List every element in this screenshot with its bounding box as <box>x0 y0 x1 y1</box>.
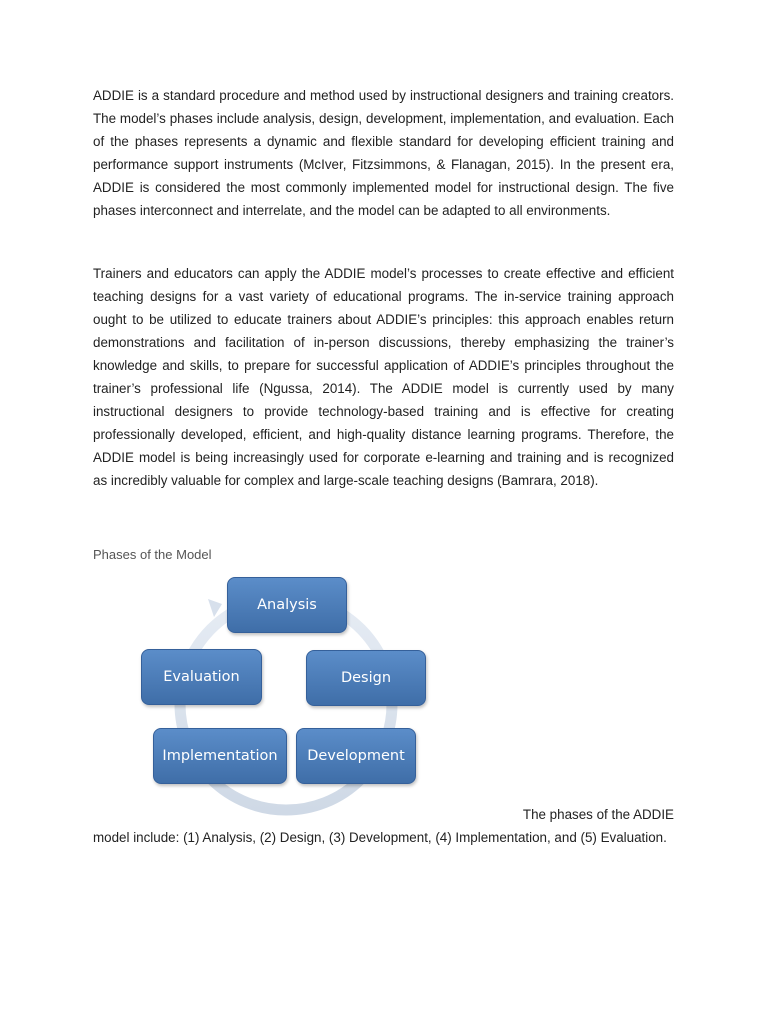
phase-analysis-box <box>227 577 347 633</box>
paragraph-application: Trainers and educators can apply the ADDIE model’s processes to create effective and efficient teaching designs for a vast variety of educational programs. The in-service training approach ought to be utilized to educate trainers about ADDIE’s principles: this approach enables return demonstrations and facilitation of in-person discussions, thereby emphasizing the trainer’s knowledge and skills, to prepare for successful application of ADDIE’s principles throughout the trainer’s professional life (Ngussa, 2014). The ADDIE model is currently used by many instructional designers to provide technology-based training and is effective for creating professionally developed, efficient, and high-quality distance learning programs. Therefore, the ADDIE model is being increasingly used for corporate e-learning and training and is recognized as incredibly valuable for complex and large-scale teaching designs (Bamrara, 2018). <box>93 266 674 488</box>
phase-implementation-box <box>153 728 287 784</box>
phase-analysis-label: Analysis <box>257 597 317 613</box>
phase-development-label: Development <box>307 748 405 764</box>
phase-evaluation-box <box>141 649 262 705</box>
addie-cycle-diagram <box>138 572 433 822</box>
phase-development-box <box>296 728 416 784</box>
caption-lead: The phases of the ADDIE <box>522 807 674 822</box>
section-heading: Phases of the Model <box>93 547 212 562</box>
diagram-caption <box>93 803 674 849</box>
phase-design-box <box>306 650 426 706</box>
phase-design-label: Design <box>340 670 392 686</box>
phase-evaluation-label: Evaluation <box>163 669 240 685</box>
phase-implementation-label: Implementation <box>162 748 278 764</box>
caption-rest: model include: (1) Analysis, (2) Design, (3) Development, (4) Implementation, and (5) Evaluation. <box>93 830 667 845</box>
paragraph-intro: ADDIE is a standard procedure and method used by instructional designers and training creators. The model’s phases include analysis, design, development, implementation, and evaluation. Each of the phases represents a dynamic and flexible standard for developing efficient training and performance support instruments (McIver, Fitzsimmons, & Flanagan, 2015). In the present era, ADDIE is considered the most commonly implemented model for instructional design. The five phases interconnect and interrelate, and the model can be adapted to all environments. <box>93 88 674 218</box>
